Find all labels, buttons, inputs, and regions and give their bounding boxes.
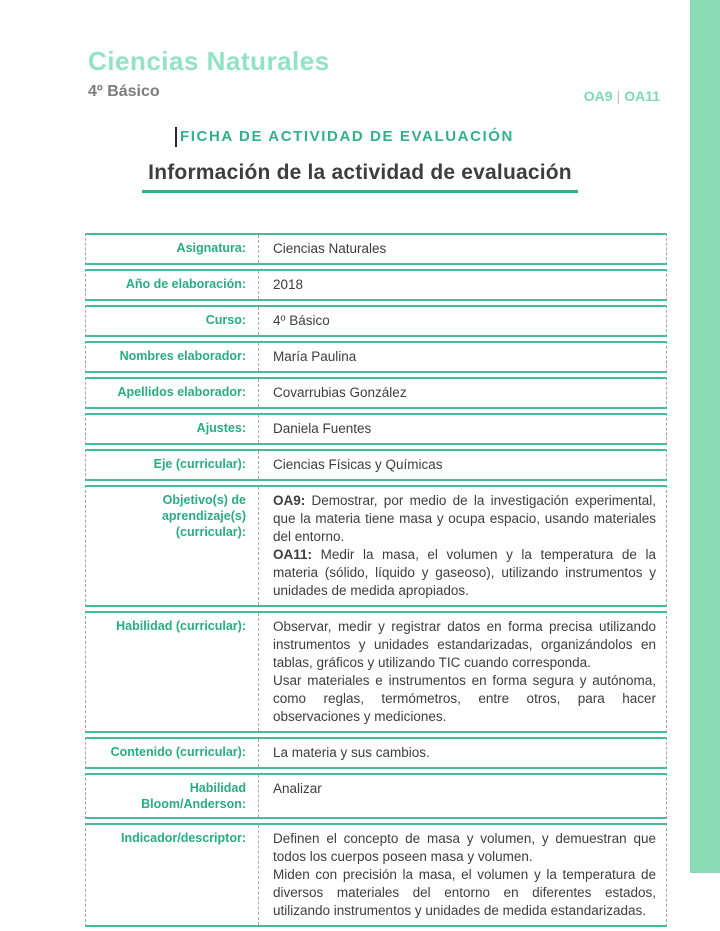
table-row (85, 377, 667, 409)
row-label: Curso: (86, 307, 259, 335)
oa-code: OA11: (273, 547, 313, 562)
table-row (85, 233, 667, 265)
row-label: Contenido (curricular): (86, 739, 259, 767)
table-row (85, 305, 667, 337)
row-value: Analizar (273, 781, 322, 796)
row-value: Observar, medir y registrar datos en forma precisa utilizando instrumentos y unidades estandarizadas, organizándolos en tablas, gráficos y utilizando TIC cuando corresponda. Usar materiales e instrumentos en forma segura y autónoma, como reglas, termómetros, entre otros, para hacer observaciones y mediciones. (273, 619, 656, 724)
row-label: Apellidos elaborador: (86, 379, 259, 407)
row-value: Ciencias Naturales (273, 241, 387, 256)
table-row (85, 341, 667, 373)
row-value: 2018 (273, 277, 304, 292)
row-label: Año de elaboración: (86, 271, 259, 299)
grade-subtitle: 4º Básico (88, 83, 160, 100)
row-label: Eje (curricular): (86, 451, 259, 479)
row-value: Ciencias Físicas y Químicas (273, 457, 443, 472)
row-label: Ajustes: (86, 415, 259, 443)
row-value: Definen el concepto de masa y volumen, y demuestran que todos los cuerpos poseen masa y volumen. Miden con precisión la masa, el volumen y la temperatura de diversos materiales del entorno en diferentes estados, utilizando instrumentos y unidades de medida estandarizadas. (273, 831, 656, 918)
row-label: Nombres elaborador: (86, 343, 259, 371)
table-row (85, 449, 667, 481)
oa-badge-right: OA11 (624, 88, 660, 104)
row-label: Asignatura: (86, 235, 259, 263)
oa-badge-left: OA9 (583, 88, 613, 104)
row-label: Indicador/descriptor: (86, 825, 259, 925)
table-row (85, 737, 667, 769)
info-table (85, 233, 667, 931)
table-row (85, 485, 667, 607)
row-value: Daniela Fuentes (273, 421, 372, 436)
table-row (85, 611, 667, 733)
table-row (85, 773, 667, 819)
row-value: Covarrubias González (273, 385, 407, 400)
table-row (85, 823, 667, 927)
page-title: Ciencias Naturales (88, 46, 330, 76)
row-value: OA9: Demostrar, por medio de la investigación experimental, que la materia tiene masa y ocupa espacio, usando materiales del entorno. OA11: Medir la masa, el volumen y la temperatura de la materia (sólido, líquido y gaseoso), utilizando instrumentos y unidades de medida apropiados. (273, 493, 656, 598)
table-row (85, 269, 667, 301)
row-label: Habilidad Bloom/Anderson: (86, 775, 259, 817)
row-label: Habilidad (curricular): (86, 613, 259, 731)
section-title: FICHA DE ACTIVIDAD DE EVALUACIÓN (175, 127, 514, 147)
row-label: Objetivo(s) de aprendizaje(s) (curricular): (86, 487, 259, 605)
oa-code: OA9: (273, 493, 306, 508)
table-row (85, 413, 667, 445)
row-value: 4º Básico (273, 313, 330, 328)
page-accent-bar (690, 0, 720, 873)
row-value: María Paulina (273, 349, 357, 364)
subtitle: Información de la actividad de evaluación (142, 161, 578, 193)
oa-badge (540, 88, 660, 104)
oa-badge-separator: | (616, 88, 621, 104)
row-value: La materia y sus cambios. (273, 745, 430, 760)
